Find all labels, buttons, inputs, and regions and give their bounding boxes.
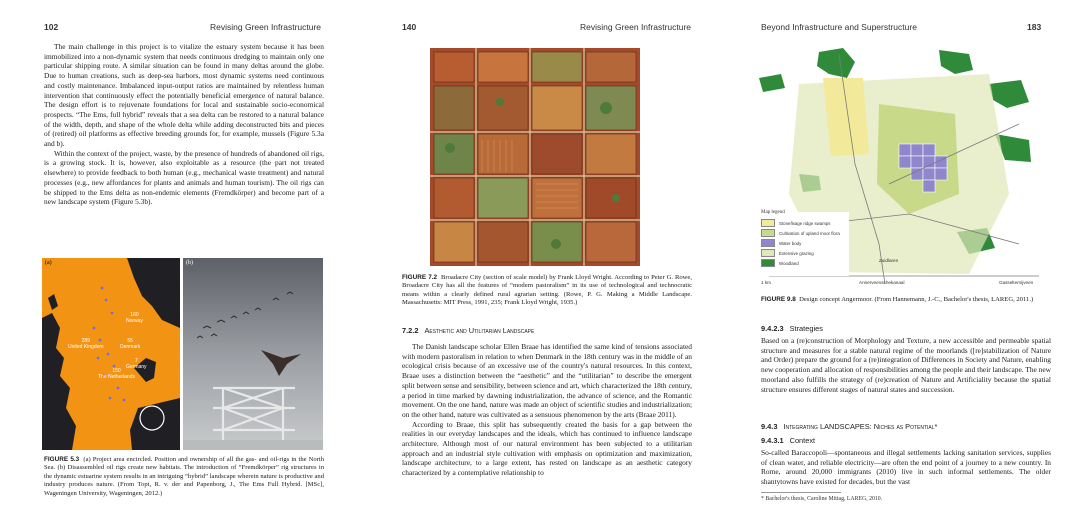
legend-item xyxy=(761,229,851,237)
legend-swatch xyxy=(761,239,775,247)
paragraph: According to Braae, this split has subsequently created the basis for a gap between the realities in our everyday landscapes and the ideals, which has continued to influence landscape architecture. Although most of our natural environment has been subjected to a utilitarian approach and an industrial style cultivation with emphasis on optimization and maximization, landscape architecture, to a large extent, has rested on landscape as an aesthetic category characterized by a contemplative relationship to xyxy=(402,419,692,478)
legend-label: Water body xyxy=(779,240,802,246)
legend-label: Woodland xyxy=(779,260,799,266)
paragraph: Based on a (re)construction of Morphology and Texture, a new accessible and permeable spatial structure and measures for a stable natural regime of the moorlands ([re]stabilization of Nature and Order) prepare the ground for a (re)integration of Differences in Society and Nature, enabling new cooperation and allocation of responsibilities among the people and their landscape. The new moorland also fulfills the strategy of (re)creation of Nature and Artificiality because the spatial structure ensures different stages of natural states and succession. xyxy=(761,336,1051,394)
section-heading xyxy=(761,324,823,333)
caption-label: FIGURE 5.3 xyxy=(44,456,80,463)
panel-a-label: (a) xyxy=(45,260,52,266)
body-text xyxy=(44,42,324,207)
footnote-rule xyxy=(761,492,841,493)
body-text xyxy=(402,342,692,478)
page-number: 140 xyxy=(402,22,417,32)
map-legend xyxy=(761,219,851,269)
paragraph: The Danish landscape scholar Ellen Braae has identified the same kind of tensions associated with modern pastoralism in relation to when Denmark in the 18th century was in the middle of an ecological crisis because of an excessive use of the country's natural resources. In this context, Braae uses a distinction between the “aesthetic” and the “utilitarian” to describe the emergent split between sense and sensibility, between science and art, which characterized the 18th century, a period in time marked by dawning industrialization, the advance of science, and the Romantic movement. On the one hand, nature was made an object of scientific studies and industrialization; on the other hand, nature was cultivated as a sensuous phenomenon by the arts (Braae 2011). xyxy=(402,342,692,419)
legend-title: Map legend xyxy=(761,210,785,215)
section-number: 7.2.2 xyxy=(402,326,419,335)
figure-5-3a-map xyxy=(42,258,180,450)
section-heading xyxy=(761,422,937,431)
footnote: * Bachelor's thesis, Caroline Mittag, LAREG, 2010. xyxy=(761,496,883,502)
paragraph: The main challenge in this project is to vitalize the estuary system because it has been immobilized into a non-dynamic system that needs continuous dredging to maintain only one particular shipping route. A similar situation can be found in many deltas around the globe. Due to human creations, such as deep-sea harbors, most dynamic systems need continuous and costly maintenance. Imbalanced input-output ratios are maintained by relentless human intervention that continuously effect the potentially beneficial emergence of natural balance. The design effort is to rejuvenate foundations for local and sustainable socio-economical prospects. “The Ems, full hybrid” reveals that a sea delta can be restored to a natural balance of the width, depth, and shape of the whole delta while adding deconstructed bits and pieces of (retired) oil platforms as effective breeding grounds for, for example, mussels (Figure 5.3a and b). xyxy=(44,42,324,149)
figure-5-3b-photo xyxy=(183,258,323,450)
legend-swatch xyxy=(761,249,775,257)
page-number: 102 xyxy=(44,22,59,32)
legend-item xyxy=(761,249,851,257)
map-label-germany: 7 Germany xyxy=(126,358,147,370)
page-140 xyxy=(370,0,710,526)
map-label-zuidlaren: Zuidlaren xyxy=(879,258,899,263)
legend-label: Extensive grazing xyxy=(779,250,814,256)
page-102 xyxy=(0,0,340,526)
section-number: 9.4.2.3 xyxy=(761,324,784,333)
page-number: 183 xyxy=(1027,22,1042,32)
running-title: Beyond Infrastructure and Superstructure xyxy=(761,22,917,32)
map-label-gasselternijveen: Gasselternijveen xyxy=(999,280,1034,285)
figure-7-2-broadacre-model xyxy=(430,48,640,266)
map-label-norway: 160 Norway xyxy=(126,312,143,324)
section-title: Aesthetic and Utilitarian Landscape xyxy=(424,326,535,335)
body-text xyxy=(761,336,1051,394)
section-heading xyxy=(761,436,815,445)
body-text xyxy=(761,448,1051,487)
legend-label: Stonefisage ridge swamps xyxy=(779,220,831,226)
legend-swatch xyxy=(761,219,775,227)
map-label-annerveen: Annerveenschekanaal xyxy=(859,280,905,285)
page-183 xyxy=(735,0,1080,526)
section-number: 9.4.3 xyxy=(761,422,778,431)
section-title: Context xyxy=(789,436,816,445)
legend-swatch xyxy=(761,259,775,267)
caption-text: Design concept Angermoor. (From Hannemann, J.-C., Bachelor's thesis, LAREG, 2011.) xyxy=(799,296,1034,303)
figure-9-8-map xyxy=(759,44,1049,288)
paragraph: So-called Baraccopoli—spontaneous and illegal settlements lacking sanitation services, supplies of clean water, and reliable electricity—are often the end point of a journey to a new country. In Rome, around 20,000 immigrants (2010) live in such informal settlements. The older shantytowns have existed for decades, but the vast xyxy=(761,448,1051,487)
legend-label: Cultivation of upland moor flora xyxy=(779,230,840,236)
running-title: Revising Green Infrastructure xyxy=(210,22,322,32)
section-number: 9.4.3.1 xyxy=(761,436,784,445)
caption-label: FIGURE 9.8 xyxy=(761,296,796,303)
paragraph: Within the context of the project, waste, by the presence of hundreds of abandoned oil rigs, is a growing stock. It is, however, also exploitable as a resource (the part not treated elsewhere) to provide feedback to both human (e.g., mechanical waste treatment) and natural processes (e.g., new affordances for plants and animals and human tourism). The oil rigs can be shipped to the Ems delta as non-endemic elements (Fremdkörper) and become part of a new landscape system (Figure 5.3b). xyxy=(44,148,324,207)
caption-text: (a) Project area encircled. Position and ownership of all the gas- and oil-rigs in the North Sea. (b) Disassembled oil rigs create new habitats. The introduction of “Fremdkörper” rig structures in the dynamic estuarine system results in an intriguing “hybrid” landscape wherein nature is productive and industry produces nature. (From Topt, R. v. der and Papenborg, J., The Ems Full Hybrid. [MSc], Wageningen University, Wageningen, 2012.) xyxy=(44,456,325,497)
legend-item xyxy=(761,259,851,267)
section-title: Strategies xyxy=(789,324,823,333)
map-label-netherlands: 150 The Netherlands xyxy=(98,368,135,380)
map-label-uk: 289 United Kingdom xyxy=(68,338,104,350)
legend-item xyxy=(761,239,851,247)
legend-item xyxy=(761,219,851,227)
figure-caption xyxy=(761,296,1051,304)
figure-caption xyxy=(402,274,692,308)
caption-text: Broadacre City (section of scale model) by Frank Lloyd Wright. According to Peter G. Rowe, Broadacre City has all the features of “modern pastoralism” in its use of technological and technocratic means within a clearly defined rural agrarian setting. (Rowe, P. G. Making a Middle Landscape. Massachusetts: MIT Press, 1991, 235; Frank Lloyd Wright, 1935.) xyxy=(402,274,692,307)
section-title: Integrating LANDSCAPES: Niches as Potential* xyxy=(783,422,938,431)
caption-label: FIGURE 7.2 xyxy=(402,274,438,281)
figure-caption xyxy=(44,456,324,498)
legend-swatch xyxy=(761,229,775,237)
map-label-denmark: 55 Denmark xyxy=(120,338,141,350)
scale-bar-label: 1 km xyxy=(761,280,771,285)
section-heading xyxy=(402,326,534,335)
panel-b-label: (b) xyxy=(186,260,193,266)
running-title: Revising Green Infrastructure xyxy=(580,22,692,32)
